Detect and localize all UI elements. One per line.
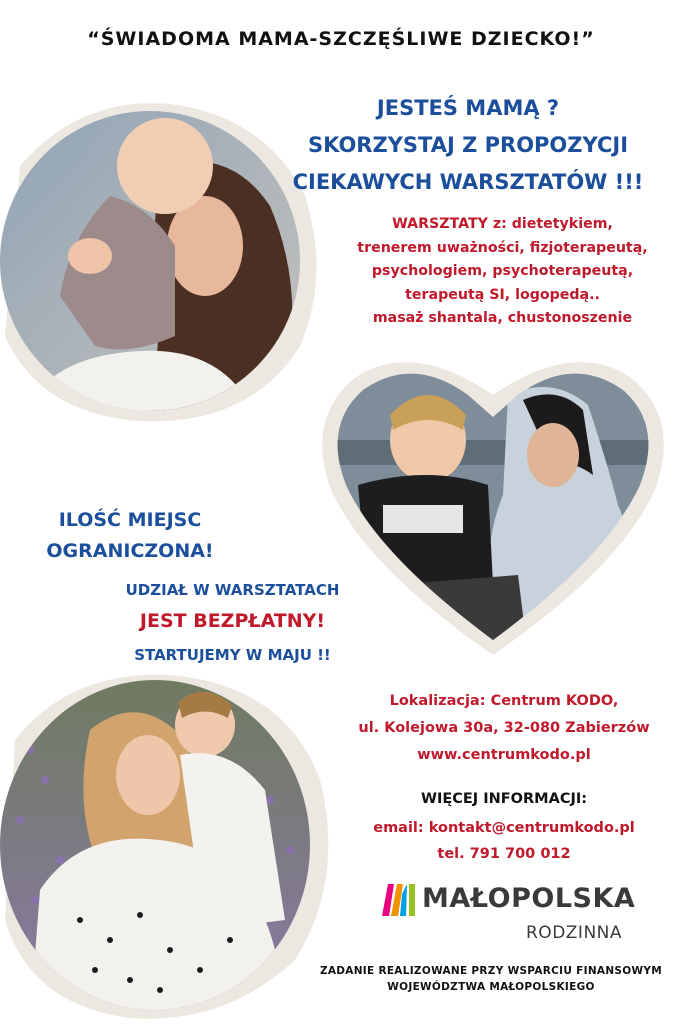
footer-line-2: WOJEWÓDZTWA MAŁOPOLSKIEGO bbox=[387, 981, 595, 993]
participation-start: STARTUJEMY W MAJU !! bbox=[134, 646, 331, 664]
more-info-heading: WIĘCEJ INFORMACJI: bbox=[420, 791, 588, 807]
hero-line-1: JESTEŚ MAMĄ ? bbox=[376, 96, 560, 120]
website-link[interactable]: www.centrumkodo.pl bbox=[417, 747, 591, 763]
location-address: ul. Kolejowa 30a, 32-080 Zabierzów bbox=[358, 720, 650, 736]
footer-note bbox=[300, 963, 682, 995]
hero-line-2: SKORZYSTAJ Z PROPOZYCJI bbox=[307, 133, 629, 157]
limited-line-1: ILOŚĆ MIEJSC bbox=[58, 509, 202, 531]
poster-title: “ŚWIADOMA MAMA-SZCZĘŚLIWE DZIECKO!” bbox=[87, 28, 595, 50]
location-line-1: Lokalizacja: Centrum KODO, bbox=[389, 693, 619, 709]
workshops-line-5: masaż shantala, chustonoszenie bbox=[372, 310, 633, 326]
photo-mother-child-lavender bbox=[0, 660, 335, 1020]
phone-link[interactable]: tel. 791 700 012 bbox=[437, 846, 571, 862]
email-link[interactable]: email: kontakt@centrumkodo.pl bbox=[373, 820, 635, 836]
workshops-line-4: terapeutą SI, logopedą.. bbox=[405, 286, 600, 303]
hero-line-3: CIEKAWYCH WARSZTATÓW !!! bbox=[292, 170, 644, 194]
malopolska-logo bbox=[380, 878, 650, 948]
footer-line-1: ZADANIE REALIZOWANE PRZY WSPARCIU FINANSOWYM bbox=[319, 965, 663, 977]
hero-heading bbox=[268, 90, 668, 201]
workshops-line-3: psychologiem, psychoterapeutą, bbox=[371, 263, 634, 279]
workshops-list bbox=[330, 213, 675, 331]
limited-line-2: OGRANICZONA! bbox=[46, 540, 214, 562]
workshops-line-2: trenerem uważności, fizjoterapeutą, bbox=[357, 239, 648, 256]
workshops-line-1: WARSZTATY z: dietetykiem, bbox=[392, 216, 613, 232]
location-block bbox=[338, 688, 670, 769]
brand-subtitle: RODZINNA bbox=[526, 923, 623, 943]
participation-free: JEST BEZPŁATNY! bbox=[139, 610, 326, 632]
limited-seats bbox=[10, 505, 250, 567]
participation-line-1: UDZIAŁ W WARSZTATACH bbox=[125, 581, 340, 599]
malopolska-m-icon bbox=[380, 880, 418, 918]
brand-name: MAŁOPOLSKA bbox=[422, 883, 636, 914]
contact-block bbox=[338, 815, 670, 867]
